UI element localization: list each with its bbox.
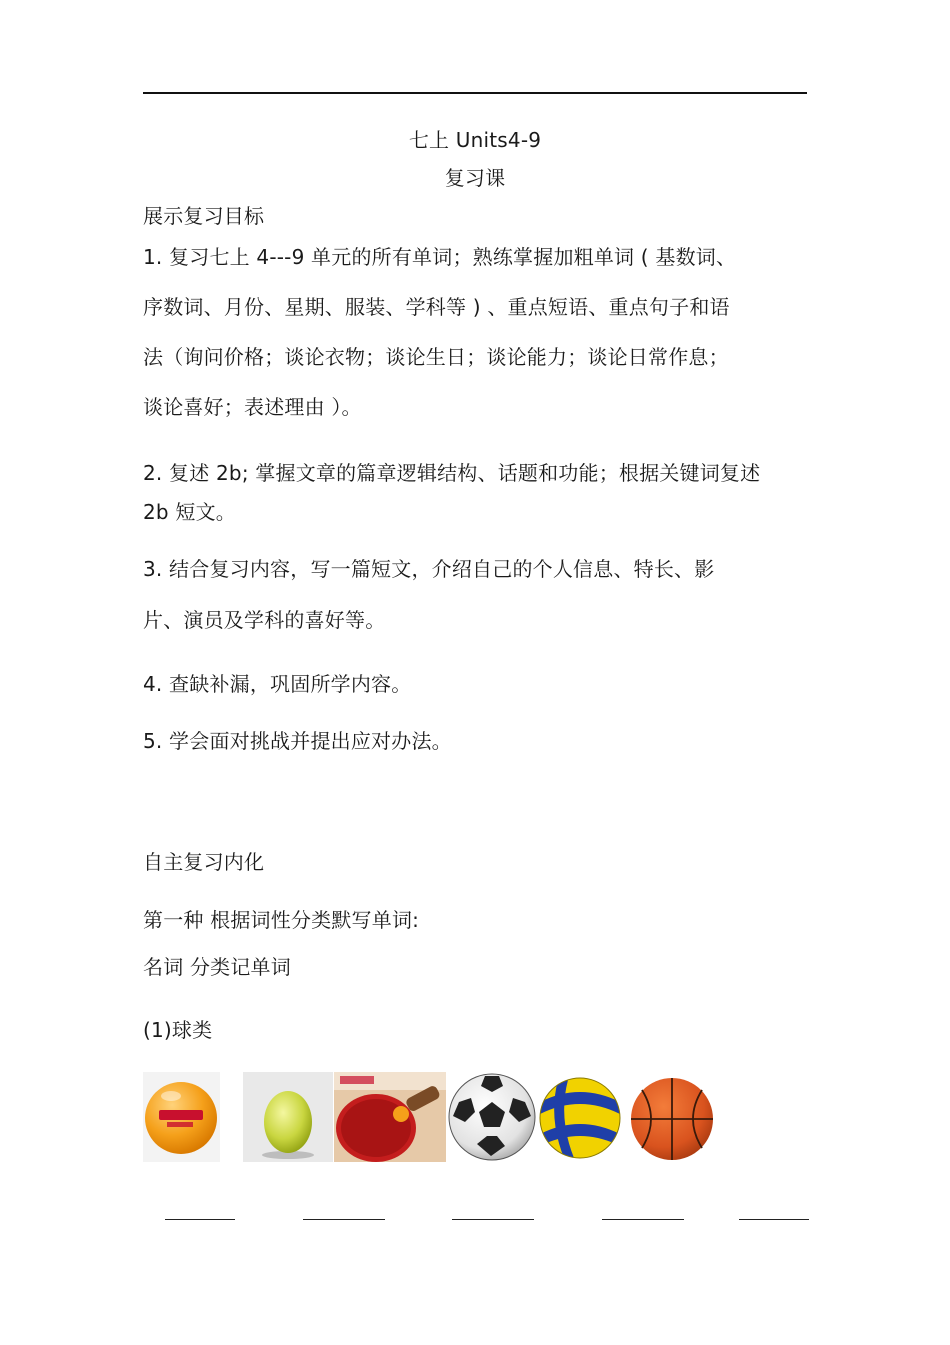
method-one: 第一种 根据词性分类默写单词:	[143, 908, 420, 932]
tennis-ball-icon	[243, 1072, 333, 1162]
goal-4: 4. 查缺补漏，巩固所学内容。	[143, 672, 412, 696]
answer-blank[interactable]	[602, 1219, 684, 1220]
answer-blank[interactable]	[739, 1219, 809, 1220]
ball-category: (1)球类	[143, 1018, 213, 1042]
goal-3-line-2: 片、演员及学科的喜好等。	[143, 608, 386, 632]
soccer-ball-icon	[447, 1072, 537, 1162]
header-rule	[143, 92, 807, 94]
ping-pong-paddle-icon	[334, 1072, 446, 1162]
answer-blank[interactable]	[303, 1219, 385, 1220]
answer-blank[interactable]	[452, 1219, 534, 1220]
answer-blank[interactable]	[165, 1219, 235, 1220]
noun-line: 名词 分类记单词	[143, 955, 291, 979]
goal-1-line-4: 谈论喜好；表述理由 ）。	[143, 395, 362, 419]
goal-1-line-2: 序数词、月份、星期、服装、学科等 ) 、重点短语、重点句子和语	[143, 295, 730, 319]
ping-pong-ball-icon	[143, 1072, 220, 1162]
goal-1-line-3: 法（询问价格；谈论衣物；谈论生日；谈论能力；谈论日常作息；	[143, 345, 729, 369]
doc-title: 七上 Units4-9	[408, 128, 542, 152]
goal-3-line-1: 3. 结合复习内容，写一篇短文，介绍自己的个人信息、特长、影	[143, 557, 715, 581]
volleyball-icon	[538, 1072, 623, 1162]
goal-5: 5. 学会面对挑战并提出应对办法。	[143, 729, 452, 753]
basketball-icon	[624, 1072, 716, 1162]
doc-subtitle: 复习课	[444, 166, 506, 190]
goal-1-line-1: 1. 复习七上 4---9 单元的所有单词；熟练掌握加粗单词 ( 基数词、	[143, 245, 737, 269]
goal-2-line-2: 2b 短文。	[143, 500, 236, 524]
goal-2-line-1: 2. 复述 2b; 掌握文章的篇章逻辑结构、话题和功能；根据关键词复述	[143, 461, 761, 485]
self-review-heading: 自主复习内化	[143, 850, 265, 874]
goals-heading: 展示复习目标	[143, 204, 265, 228]
